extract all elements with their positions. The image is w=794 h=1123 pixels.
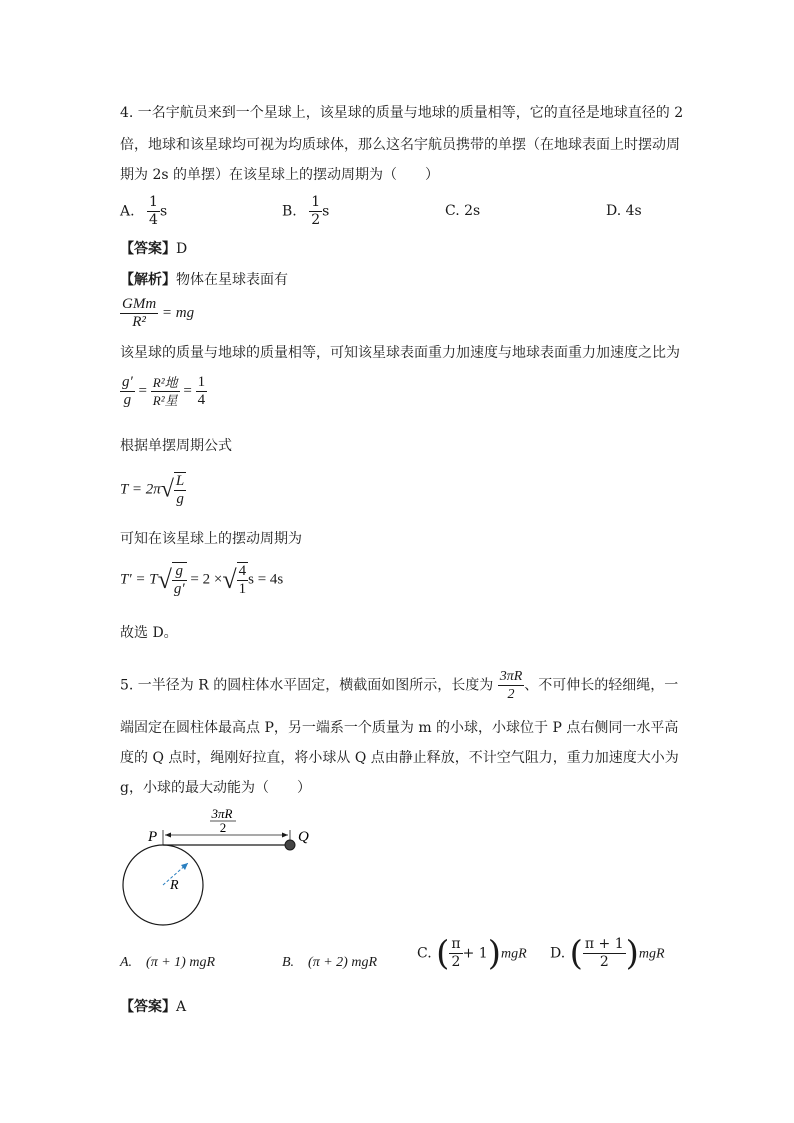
label-p: P — [148, 829, 158, 845]
q4-option-b-fraction: $\frac{1}{2}$ — [311, 194, 321, 228]
q5-figure — [118, 805, 338, 930]
rope-length-den: 2 — [219, 820, 227, 835]
label-r: R — [170, 878, 179, 893]
q4-analysis-intro: 【解析】物体在星球表面有 — [120, 272, 288, 288]
q4-answer: 【答案】D — [120, 241, 188, 257]
rope-length-num: 3πR — [211, 806, 233, 821]
q4-stem-line-1: 4. 一名宇航员来到一个星球上，该星球的质量与地球的质量相等，它的直径是地球直径的 2 — [120, 105, 684, 121]
q4-analysis-text-2: 该星球的质量与地球的质量相等，可知该星球表面重力加速度与地球表面重力加速度之比为 — [120, 345, 680, 361]
q5-option-a: A. (π + 1) mgR — [120, 955, 215, 970]
q4-analysis-text-4: 可知在该星球上的摆动周期为 — [120, 531, 302, 547]
q4-option-a-fraction: $\frac{1}{4}$ — [149, 194, 158, 228]
q4-option-d: D. 4s — [606, 203, 642, 219]
ball-q — [285, 840, 295, 850]
q4-analysis-text-3: 根据单摆周期公式 — [120, 438, 232, 454]
q4-conclusion: 故选 D。 — [120, 625, 178, 641]
q4-equation-3: T = 2π√ $\frac{L}{g}$ — [120, 473, 185, 507]
q4-option-b: B. $\frac{1}{2}$ s — [282, 194, 330, 228]
q4-equation-2: $\frac{g'}{g}$ = $\frac{\text{R²地}}{\text{R²星}}$ = $\frac{1}{4}$ — [122, 374, 206, 408]
q4-stem-line-2: 倍，地球和该星球均可视为均质球体，那么这名宇航员携带的单摆（在地球表面上时摆动周 — [120, 137, 680, 153]
q5-option-d: D. ( $\frac{\pi + 1}{2}$ )mgR — [550, 933, 665, 974]
q4-option-c: C. 2s — [445, 203, 481, 219]
q5-option-c: C. ( $\frac{\pi}{2}$ + 1)mgR — [417, 933, 527, 974]
q4-equation-4: T′ = T√ $\frac{g}{g'}$ = 2 ×√ $\frac{4}{1}$ s = 4s — [120, 563, 284, 597]
q4-option-a: A. $\frac{1}{4}$ s — [120, 194, 168, 228]
dim-arrow-left — [165, 833, 171, 838]
q5-stem-line-4: g，小球的最大动能为（ ） — [120, 780, 311, 796]
q5-stem-line-1: 5. 一半径为 R 的圆柱体水平固定，横截面如图所示，长度为 $\frac{3\pi R}{2}$ 、不可伸长的轻细绳，一 — [120, 669, 679, 702]
q4-equation-1: $\frac{\text{GMm}}{\text{R²}}$ = mg — [122, 296, 195, 330]
label-q: Q — [298, 829, 309, 845]
q5-stem-line-3: 度的 Q 点时，绳刚好拉直，将小球从 Q 点由静止释放，不计空气阻力，重力加速度大小为 — [120, 750, 679, 766]
radius-arrow — [181, 863, 188, 870]
q5-answer: 【答案】A — [120, 999, 187, 1015]
q5-stem-line-2: 端固定在圆柱体最高点 P，另一端系一个质量为 m 的小球，小球位于 P 点右侧同一水平高 — [120, 720, 679, 736]
q5-option-b: B. (π + 2) mgR — [282, 955, 377, 970]
dim-arrow-right — [282, 833, 288, 838]
q4-stem-line-3: 期为 2s 的单摆）在该星球上的摆动周期为（ ） — [120, 167, 439, 183]
